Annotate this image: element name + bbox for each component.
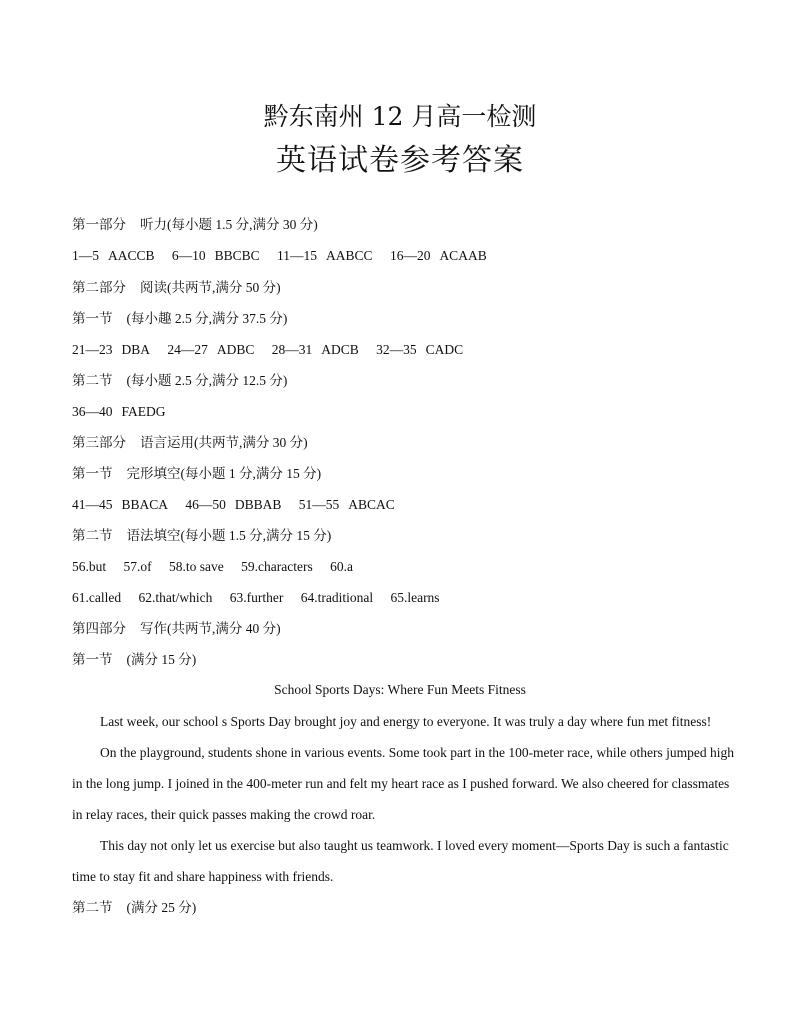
answer-letters: ACAAB (439, 248, 487, 263)
answer-range: 46—50 (185, 497, 226, 512)
section-label: 第二节 (72, 373, 113, 388)
document-title-line2: 英语试卷参考答案 (276, 143, 524, 178)
section-desc: (每小题 2.5 分,满分 12.5 分) (126, 373, 288, 388)
essay-title: School Sports Days: Where Fun Meets Fitness (274, 682, 526, 697)
section-desc: (满分 25 分) (126, 900, 197, 915)
grammar-answer: 62.that/which (138, 590, 213, 605)
essay-paragraph: This day not only let us exercise but also taught us teamwork. I loved every moment—Sports Day is such a fantastic time to stay fit and share happiness with friends. (72, 838, 729, 884)
section-desc: 完形填空(每小题 1 分,满分 15 分) (126, 466, 322, 481)
part2-section1-heading (72, 310, 287, 328)
grammar-answers-row2 (72, 589, 454, 607)
answer-letters: AABCC (326, 248, 373, 263)
grammar-answer: 61.called (72, 590, 122, 605)
grammar-answer: 57.of (123, 559, 152, 574)
part1-desc: 听力(每小题 1.5 分,满分 30 分) (140, 217, 318, 232)
grammar-answer: 58.to save (169, 559, 224, 574)
answer-letters: DBA (121, 342, 151, 357)
grammar-answer: 64.traditional (300, 590, 374, 605)
part2-label: 第二部分 (72, 280, 126, 295)
essay-paragraph: Last week, our school s Sports Day brought joy and energy to everyone. It was truly a day where fun met fitness! (100, 714, 712, 729)
answer-letters: CADC (425, 342, 464, 357)
part2-section2-heading (72, 372, 287, 390)
answer-range: 51—55 (298, 497, 340, 512)
section-label: 第二节 (72, 528, 113, 543)
answer-range: 28—31 (271, 342, 313, 357)
part4-desc: 写作(共两节,满分 40 分) (140, 621, 281, 636)
part1-label: 第一部分 (72, 217, 126, 232)
answer-range: 24—27 (167, 342, 208, 357)
part3-section1-answers (72, 496, 409, 514)
part2-section2-answers (72, 403, 180, 421)
part2-desc: 阅读(共两节,满分 50 分) (140, 280, 281, 295)
part4-section2-heading (72, 899, 196, 917)
part3-label: 第三部分 (72, 435, 126, 450)
part4-label: 第四部分 (72, 621, 126, 636)
grammar-answer: 65.learns (390, 590, 440, 605)
answer-range: 16—20 (389, 248, 431, 263)
part3-section1-heading (72, 465, 321, 483)
answer-range: 36—40 (72, 404, 113, 419)
section-desc: (每小趣 2.5 分,满分 37.5 分) (126, 311, 288, 326)
section-label: 第一节 (72, 652, 113, 667)
section-label: 第一节 (72, 311, 113, 326)
part3-heading (72, 434, 308, 452)
answer-letters: DBBAB (234, 497, 282, 512)
answer-range: 21—23 (72, 342, 113, 357)
part1-answers (72, 247, 501, 265)
document-title-line1: 黔东南州 12 月高一检测 (263, 102, 537, 131)
section-label: 第二节 (72, 900, 113, 915)
answer-range: 41—45 (72, 497, 113, 512)
part4-heading (72, 620, 281, 638)
grammar-answer: 56.but (72, 559, 107, 574)
answer-letters: FAEDG (121, 404, 166, 419)
grammar-answer: 63.further (229, 590, 284, 605)
grammar-answer: 60.a (330, 559, 353, 574)
section-desc: (满分 15 分) (126, 652, 197, 667)
answer-letters: AACCB (108, 248, 155, 263)
answer-letters: BBCBC (214, 248, 260, 263)
section-desc: 语法填空(每小题 1.5 分,满分 15 分) (126, 528, 332, 543)
part3-desc: 语言运用(共两节,满分 30 分) (140, 435, 308, 450)
part2-heading (72, 279, 281, 297)
section-label: 第一节 (72, 466, 113, 481)
part1-heading (72, 216, 318, 234)
answer-range: 11—15 (277, 248, 318, 263)
answer-letters: BBACA (121, 497, 169, 512)
answer-range: 1—5 (72, 248, 99, 263)
answer-letters: ADBC (216, 342, 255, 357)
grammar-answers-row1 (72, 558, 367, 576)
answer-range: 6—10 (171, 248, 206, 263)
answer-range: 32—35 (376, 342, 417, 357)
part4-section1-heading (72, 651, 196, 669)
answer-letters: ABCAC (348, 497, 395, 512)
essay-paragraph: On the playground, students shone in various events. Some took part in the 100-meter race, while others jumped high in the long jump. I joined in the 400-meter run and felt my heart race as I pushed forward. We also cheered for classmates in relay races, their quick passes making the crowd roar. (72, 745, 734, 822)
part2-section1-answers (72, 341, 477, 359)
answer-letters: ADCB (321, 342, 359, 357)
grammar-answer: 59.characters (241, 559, 313, 574)
part3-section2-heading (72, 527, 331, 545)
